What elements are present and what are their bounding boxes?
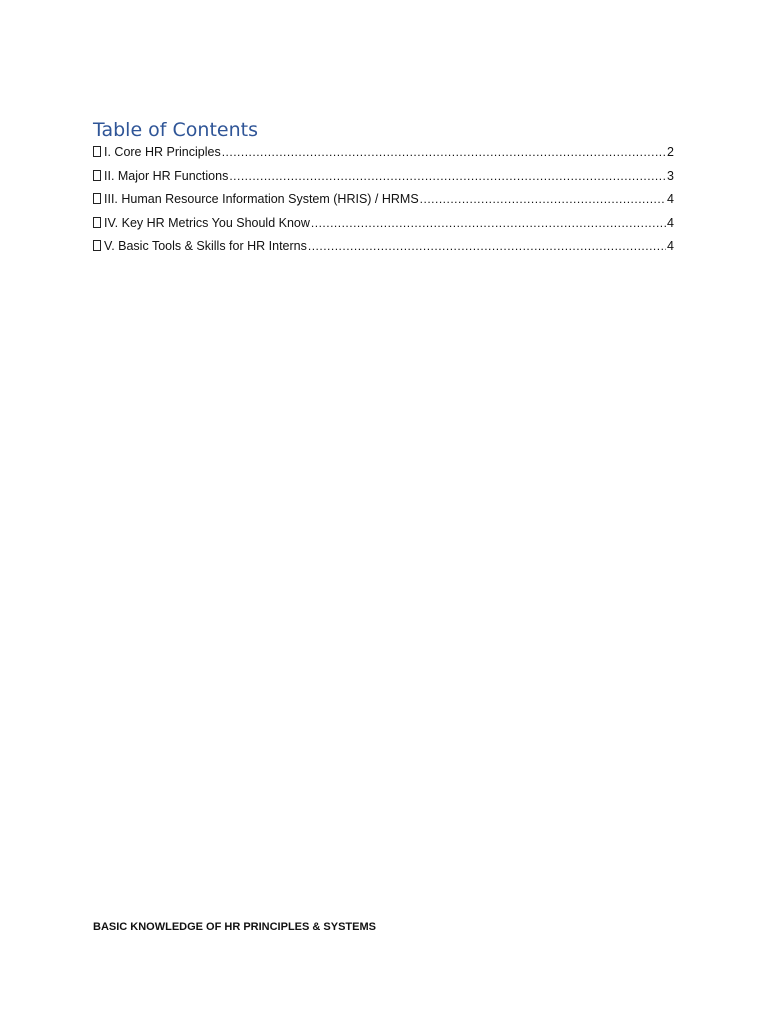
toc-entry-basic-tools-skills[interactable] (93, 235, 674, 259)
toc-entry-label: I. Core HR Principles (104, 145, 221, 159)
page-footer: BASIC KNOWLEDGE OF HR PRINCIPLES & SYSTEMS (93, 921, 376, 933)
toc-page-number: 2 (667, 145, 674, 159)
missing-glyph-icon (93, 193, 101, 204)
toc-entry-label: IV. Key HR Metrics You Should Know (104, 215, 310, 230)
missing-glyph-icon (93, 217, 101, 228)
toc-entry-major-hr-functions[interactable] (93, 165, 674, 189)
toc-page-number: 4 (667, 192, 674, 206)
toc-entry-label: V. Basic Tools & Skills for HR Interns (104, 239, 307, 253)
toc-page-number: 4 (667, 215, 674, 230)
toc-dot-leader (420, 188, 666, 212)
toc-entry-label: III. Human Resource Information System (HRIS) / HRMS (104, 192, 419, 206)
toc-list (93, 141, 674, 259)
toc-dot-leader (311, 212, 666, 236)
toc-entry-label: II. Major HR Functions (104, 168, 229, 183)
toc-dot-leader (229, 165, 666, 189)
toc-dot-leader (308, 235, 666, 259)
toc-dot-leader (222, 141, 666, 165)
toc-title: Table of Contents (93, 119, 258, 141)
toc-entry-core-hr-principles[interactable] (93, 141, 674, 165)
toc-page-number: 3 (667, 168, 674, 183)
toc-entry-key-hr-metrics[interactable] (93, 212, 674, 236)
missing-glyph-icon (93, 146, 101, 157)
toc-entry-hris-hrms[interactable] (93, 188, 674, 212)
missing-glyph-icon (93, 240, 101, 251)
toc-page-number: 4 (667, 239, 674, 253)
missing-glyph-icon (93, 170, 101, 181)
